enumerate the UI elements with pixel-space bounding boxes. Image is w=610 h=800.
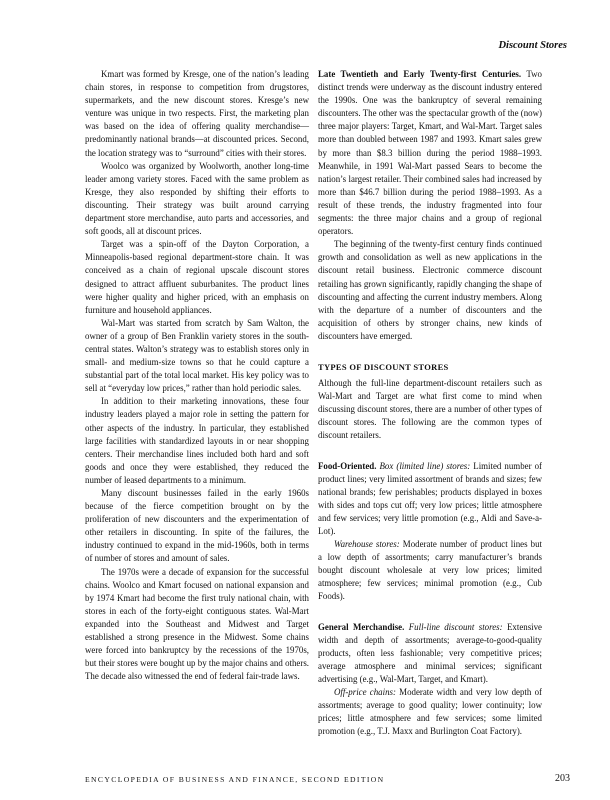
left-column xyxy=(85,68,309,683)
paragraph-twenty-first: The beginning of the twenty-first century finds continued growth and consolidation as well as new applications in the discount retail business. Electronic commerce discount retailing has grown significantly, rapidly changing the shape of discounting and affecting the current industry members. Along with the departure of a number of discounters and the acquisition of others by stronger chains, new kinds of discounters have emerged. xyxy=(318,239,542,341)
paragraph-late-twentieth xyxy=(318,68,542,238)
text-box-stores: Limited number of product lines; very limited assortment of brands and sizes; few national brands; few perishables; products displayed in boxes with sides and tops cut off; very low prices; little atmosphere and few services; very little promotion (e.g., Aldi and Save-a-Lot). xyxy=(318,460,543,536)
section-heading-types: TYPES OF DISCOUNT STORES xyxy=(318,361,449,372)
footer-publication-title: ENCYCLOPEDIA OF BUSINESS AND FINANCE, SECOND EDITION xyxy=(85,775,385,784)
term-full-line: Full-line discount stores: xyxy=(408,621,503,632)
paragraph-general-off-price xyxy=(318,686,542,738)
text-full-line: Extensive width and depth of assortments; average-to-good-quality products, often less fashionable; very competitive prices; average atmosphere and minimal services; significant advertising (e.g., Wal-Mart, Target, and Kmart). xyxy=(318,621,542,684)
paragraph-target: Target was a spin-off of the Dayton Corporation, a Minneapolis-based regional department-store chain. It was conceived as a chain of regional upscale discount stores designed to attract affluent suburbanites. The product lines were higher quality and higher priced, with an emphasis on furniture and household appliances. xyxy=(85,239,309,315)
paragraph-1970s: The 1970s were a decade of expansion for the successful chains. Woolco and Kmart focused on national expansion and by 1974 Kmart had become the first truly national chain, with stores in each of the forty-eight contiguous states. Wal-Mart expanded into the Southeast and Midwest and Target established a strong presence in the Midwest. Some chains were forced into bankruptcy by the recessions of the 1970s, but their stores were bought up by the major chains and others. The decade also witnessed the end of federal fair-trade laws. xyxy=(85,566,309,682)
paragraph-walmart: Wal-Mart was started from scratch by Sam Walton, the owner of a group of Ben Franklin variety stores in the south-central states. Walton’s strategy was to establish stores only in small- and medium-size towns so that he could capture a substantial part of the total local market. His key policy was to sell at “everyday low prices,” rather than hold periodic sales. xyxy=(85,317,309,394)
paragraph-industry-leaders: In addition to their marketing innovations, these four industry leaders played a major role in setting the pattern for other aspects of the industry. In particular, they established large facilities with standardized layouts in or near shopping centers. Their merchandise lines included both hard and soft goods and once they were established, they reduced the number of leased departments to a minimum. xyxy=(85,396,309,485)
paragraph-food-warehouse xyxy=(318,538,542,603)
paragraph-kmart: Kmart was formed by Kresge, one of the nation’s leading chain stores, in response to competition from drugstores, supermarkets, and the new discount stores. Kresge’s new venture was unique in two respects. First, the marketing plan was based on the idea of offering quality merchandise—predominantly national brands—at discounted prices. Second, the location strategy was to “surround” cities with their stores. xyxy=(85,69,309,158)
term-off-price: Off-price chains: xyxy=(334,687,396,698)
text-off-price: Moderate width and very low depth of assortments; average to good quality; lower continuity; low prices; little atmosphere and few services; some limited promotion (e.g., T.J. Maxx and Burlington Coat Factory). xyxy=(318,687,542,737)
paragraph-general-full-line xyxy=(318,621,542,686)
paragraph-woolco: Woolco was organized by Woolworth, another long-time leader among variety stores. Faced with the same problem as Kresge, they also responded by shifting their efforts to discounting. Their strategy was built around carrying department store merchandise, auto parts and accessories, and soft goods, all at discount prices. xyxy=(85,160,309,237)
run-in-heading-food: Food-Oriented. xyxy=(318,460,377,471)
term-warehouse-stores: Warehouse stores: xyxy=(334,539,400,550)
paragraph-1960s: Many discount businesses failed in the early 1960s because of the fierce competition brought on by the proliferation of new discounters and the experimentation of other retailers in discounting. In spite of the failures, the industry continued to expand in the mid-1960s, both in terms of number of stores and amount of sales. xyxy=(85,488,309,564)
paragraph-late-twentieth-text: Two distinct trends were underway as the discount industry entered the 1990s. One was the bankruptcy of several remaining discounters. The other was the spectacular growth of the (now) three major players: Target, Kmart, and Wal-Mart. Target sales more than doubled between 1987 and 1993. Kmart sales grew by more than $8.3 billion during the period 1988–1993. Meanwhile, in 1991 Wal-Mart passed Sears to become the nation’s largest retailer. Their combined sales had increased by more than $46.7 billion during the period 1988–1993. As a result of these trends, the industry fragmented into four segments: the three major chains and a group of regional operators. xyxy=(318,69,542,237)
paragraph-food-box xyxy=(318,460,542,539)
run-in-heading-late-twentieth: Late Twentieth and Early Twenty-first Centuries. xyxy=(318,69,522,79)
text-warehouse-stores: Moderate number of product lines but a low depth of assortments; carry manufacturer’s brands bought discount wholesale at very low prices; limited atmosphere; few services; minimal promotion (e.g., Cub Foods). xyxy=(318,539,542,602)
right-column xyxy=(318,68,542,738)
run-in-heading-general: General Merchandise. xyxy=(318,621,405,632)
page-number: 203 xyxy=(555,773,570,784)
paragraph-types-intro: Although the full-line department-discount retailers such as Wal-Mart and Target are what first come to mind when discussing discount stores, there are a number of other types of discount stores. The following are the common types of discount retailers. xyxy=(318,378,542,441)
running-head: Discount Stores xyxy=(498,40,567,51)
term-box-stores: Box (limited line) stores: xyxy=(379,460,471,471)
